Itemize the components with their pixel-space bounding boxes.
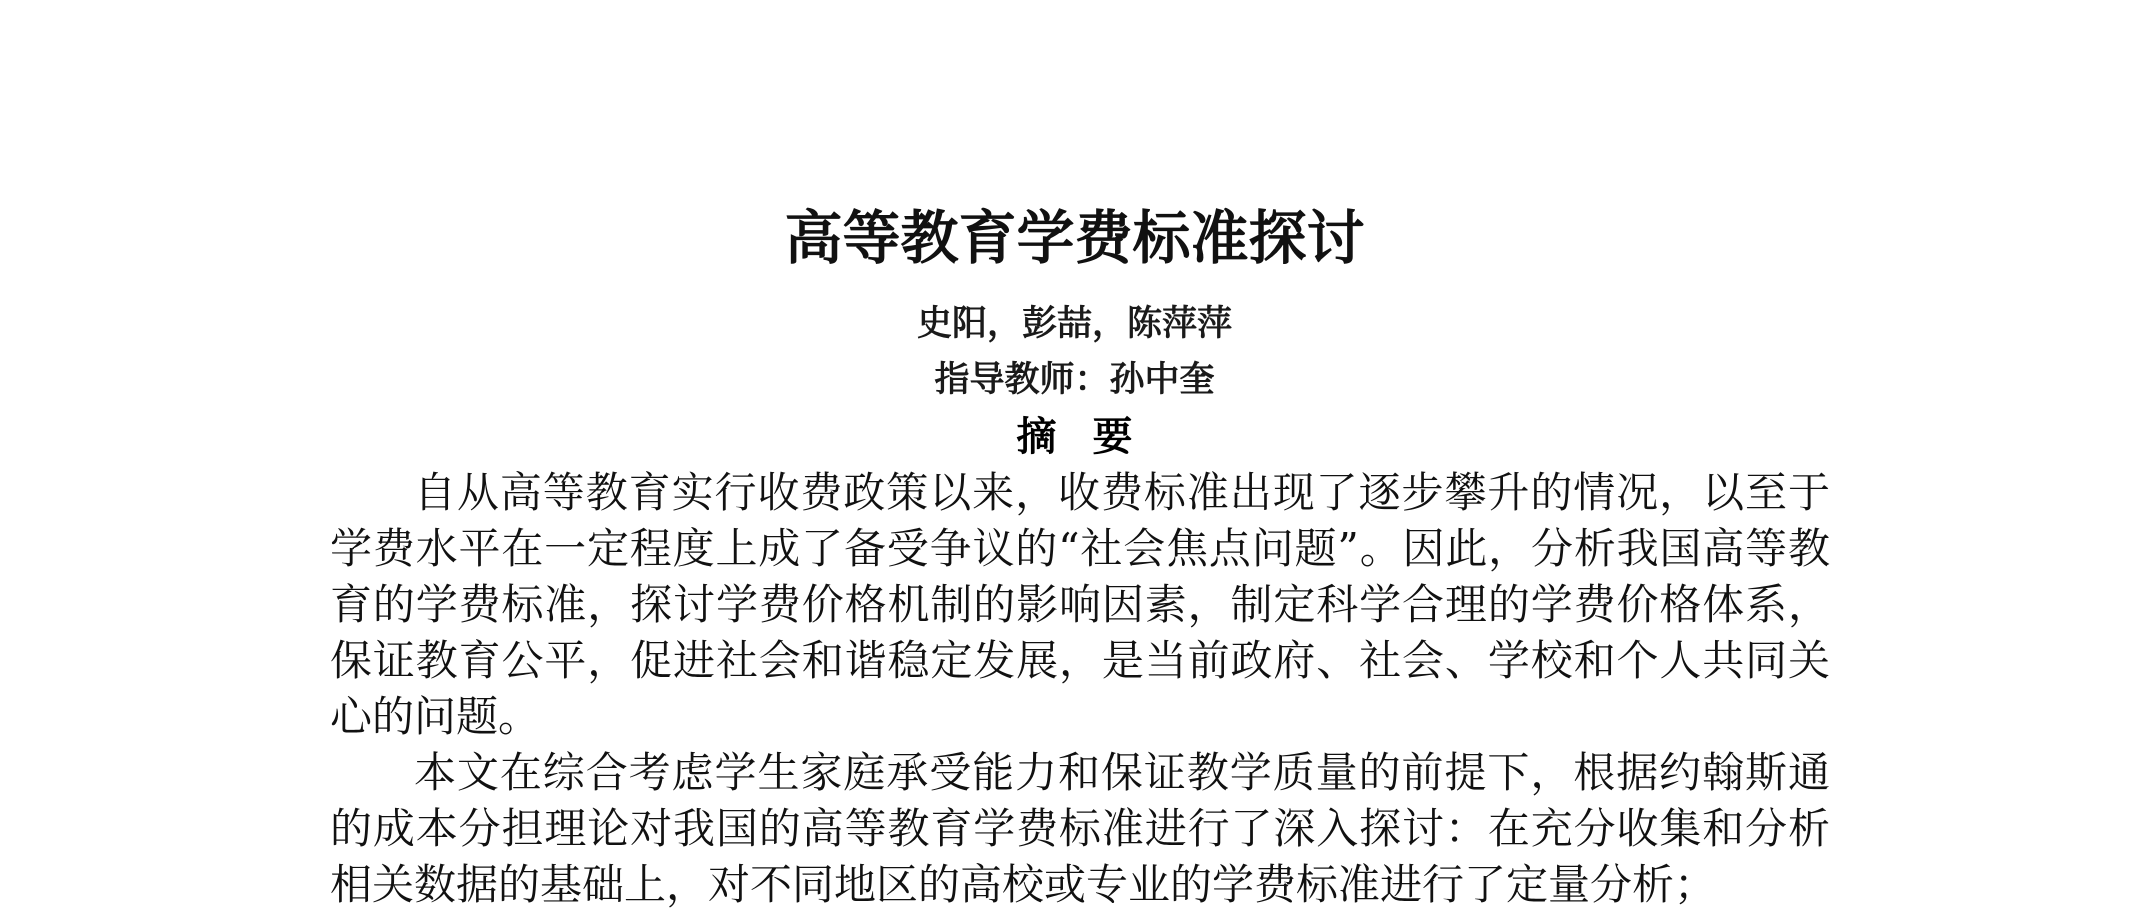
advisor-name: 孙中奎 bbox=[1109, 360, 1215, 400]
paper-advisor bbox=[0, 355, 2149, 405]
advisor-label: 指导教师： bbox=[934, 360, 1110, 400]
paper-title: 高等教育学费标准探讨 bbox=[784, 204, 1365, 272]
abstract-paragraph: 本文在综合考虑学生家庭承受能力和保证教学质量的前提下，根据约翰斯通的成本分担理论对我国的高等教育学费标准进行了深入探讨：在充分收集和分析相关数据的基础上，对不同地区的高校或专业的学费标准进行了定量分析； bbox=[330, 748, 1830, 909]
abstract-heading: 摘要 bbox=[1016, 414, 1169, 460]
abstract-body bbox=[330, 465, 1830, 913]
paper-authors: 史阳，彭喆，陈萍萍 bbox=[916, 304, 1232, 344]
abstract-paragraph: 自从高等教育实行收费政策以来，收费标准出现了逐步攀升的情况，以至于学费水平在一定程度上成了备受争议的“社会焦点问题”。因此，分析我国高等教育的学费标准，探讨学费价格机制的影响因素，制定科学合理的学费价格体系，保证教育公平，促进社会和谐稳定发展，是当前政府、社会、学校和个人共同关心的问题。 bbox=[330, 468, 1830, 741]
